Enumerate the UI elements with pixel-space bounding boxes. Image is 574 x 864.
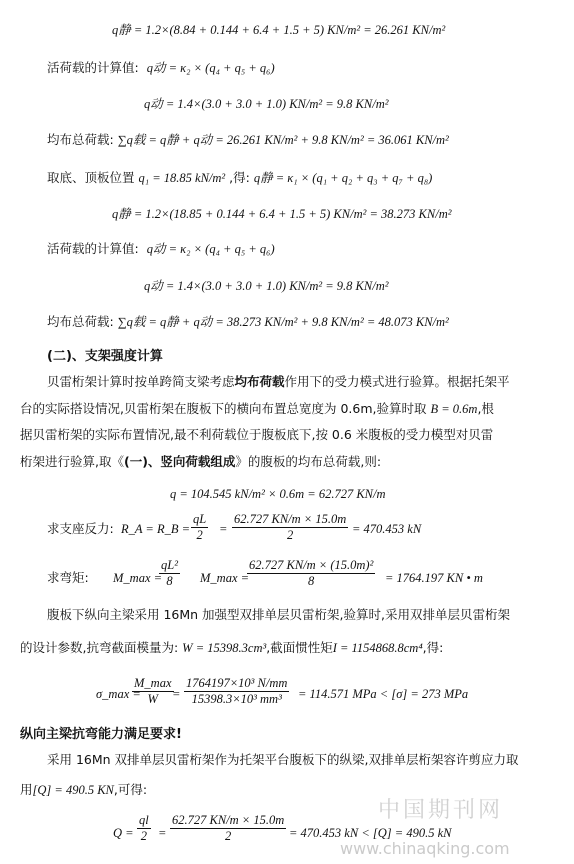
reaction-label: 求支座反力: — [47, 521, 114, 536]
paragraph-line-4-a: 桁架进行验算,取《 — [20, 454, 124, 469]
formula-q-dynamic-2: q动 = 1.4×(3.0 + 3.0 + 1.0) KN/m² = 9.8 KN/m² — [144, 279, 389, 293]
paragraph-line-6-w: W = 15398.3cm³ — [182, 641, 267, 655]
reaction-fraction-2-num: 62.727 KN/m × 15.0m — [234, 512, 347, 526]
total-load-label-2: 均布总荷载: — [47, 314, 114, 329]
paragraph-line-8-a: 用 — [20, 782, 33, 797]
live-load-label-1: 活荷载的计算值: — [47, 60, 139, 75]
moment-fraction-2-num: 62.727 KN/m × (15.0m)² — [249, 558, 374, 572]
live-load-row-1 — [47, 60, 275, 76]
live-load-formula-2: q动 = κ₂ × (q₄ + q₅ + q₆) — [146, 242, 275, 256]
shear-fraction-2-den: 2 — [225, 829, 232, 843]
watermark-title: 中国期刊网 — [378, 798, 504, 823]
stress-fraction-1-num: M_max — [134, 676, 172, 690]
paragraph-line-2-b: ,根 — [477, 401, 494, 416]
paragraph-line-2-eq: B = 0.6m — [430, 402, 478, 416]
paragraph-line-1 — [47, 374, 510, 390]
shear-fraction-1-den: 2 — [140, 829, 147, 843]
paragraph-line-4-bold: (一)、竖向荷载组成 — [123, 454, 236, 469]
formula-q-distributed: q = 104.545 kN/m² × 0.6m = 62.727 KN/m — [170, 487, 386, 501]
paragraph-line-6-b: ,截面惯性矩 — [266, 640, 333, 655]
paragraph-line-6-c: ,得: — [422, 640, 444, 655]
slab-position-mid: ,得: — [229, 170, 250, 185]
paragraph-line-5: 腹板下纵向主梁采用 16Mn 加强型双排单层贝雷桁架,验算时,采用双排单层贝雷桁架 — [47, 607, 511, 622]
slab-position-label: 取底、顶板位置 — [47, 170, 135, 185]
total-load-row-1 — [47, 132, 449, 148]
slab-position-q1: q₁ = 18.85 kN/m² — [138, 171, 226, 185]
paragraph-line-4-c: 》的腹板的均布总荷载,则: — [235, 454, 382, 469]
formula-q-static-1: q静 = 1.2×(8.84 + 0.144 + 6.4 + 1.5 + 5) KN/m² = 26.261 KN/m² — [112, 23, 446, 37]
reaction-fraction-1-den: 2 — [196, 528, 203, 542]
paragraph-line-8-eq: [Q] = 490.5 KN — [32, 783, 114, 797]
live-load-formula-1: q动 = κ₂ × (q₄ + q₅ + q₆) — [146, 61, 275, 75]
total-load-label-1: 均布总荷载: — [47, 132, 114, 147]
reaction-lhs: R_A = R_B = — [121, 522, 191, 536]
shear-fraction-2-num: 62.727 KN/m × 15.0m — [172, 813, 285, 827]
reaction-fraction-1-num: qL — [193, 512, 207, 526]
paragraph-line-8-b: ,可得: — [113, 782, 148, 797]
paragraph-line-2 — [20, 401, 494, 417]
moment-lhs-1: M_max = — [113, 571, 163, 585]
total-load-formula-1: ∑q载 = q静 + q动 = 26.261 KN/m² + 9.8 KN/m² = 36.061 KN/m² — [117, 133, 449, 147]
shear-fraction-2 — [170, 813, 286, 844]
reaction-fraction-2-den: 2 — [287, 528, 294, 542]
reaction-result: = 470.453 kN — [352, 522, 422, 536]
shear-result: = 470.453 kN < [Q] = 490.5 kN — [289, 826, 452, 840]
slab-position-row — [47, 170, 432, 186]
stress-equals: = — [172, 687, 181, 701]
shear-fraction-1 — [137, 813, 151, 844]
moment-fraction-2-den: 8 — [308, 574, 315, 588]
moment-fraction-1-num: qL² — [161, 558, 178, 572]
stress-lhs: σ_max = — [96, 687, 141, 701]
formula-q-dynamic-1: q动 = 1.4×(3.0 + 3.0 + 1.0) KN/m² = 9.8 KN/m² — [144, 97, 389, 111]
conclusion-heading: 纵向主梁抗弯能力满足要求! — [20, 727, 182, 742]
live-load-row-2 — [47, 241, 275, 257]
shear-equals: = — [158, 826, 167, 840]
stress-fraction-1-den: W — [147, 692, 158, 706]
total-load-row-2 — [47, 314, 449, 330]
moment-label: 求弯矩: — [47, 570, 89, 585]
stress-result: = 114.571 MPa < [σ] = 273 MPa — [298, 687, 469, 701]
moment-fraction-1-den: 8 — [166, 574, 173, 588]
reaction-equals: = — [219, 522, 228, 536]
formula-q-static-2: q静 = 1.2×(18.85 + 0.144 + 6.4 + 1.5 + 5) KN/m² = 38.273 KN/m² — [112, 207, 452, 221]
stress-fraction-2-den: 15398.3×10³ mm³ — [191, 692, 282, 706]
paragraph-line-3: 据贝雷桁架的实际布置情况,最不利荷载位于腹板底下,按 0.6 米腹板的受力模型对贝雷 — [20, 427, 494, 442]
paragraph-line-4 — [20, 454, 381, 470]
stress-fraction-1 — [132, 676, 174, 707]
moment-fraction-1 — [159, 558, 180, 589]
paragraph-line-8 — [20, 782, 147, 798]
paragraph-line-6-i: I = 1154868.8cm⁴ — [332, 641, 423, 655]
slab-position-formula: q静 = κ₁ × (q₁ + q₂ + q₃ + q₇ + q₈) — [253, 171, 433, 185]
moment-result: = 1764.197 KN • m — [385, 571, 483, 585]
paragraph-line-1-bold: 均布荷载 — [234, 374, 285, 389]
moment-lhs-2: M_max = — [200, 571, 250, 585]
paragraph-line-6-a: 的设计参数,抗弯截面模量为: — [20, 640, 179, 655]
shear-fraction-1-num: ql — [139, 813, 149, 827]
section-heading-strength: (二)、支架强度计算 — [47, 349, 163, 364]
paragraph-line-1-c: 作用下的受力模式进行验算。根据托架平 — [284, 374, 510, 389]
paragraph-line-7: 采用 16Mn 双排单层贝雷桁架作为托架平台腹板下的纵梁,双排单层桁架容许剪应力取 — [47, 752, 519, 767]
paragraph-line-2-a: 台的实际搭设情况,贝雷桁架在腹板下的横向布置总宽度为 0.6m,验算时取 — [20, 401, 427, 416]
reaction-fraction-2 — [232, 512, 348, 543]
paragraph-line-1-a: 贝雷桁架计算时按单跨简支梁考虑 — [47, 374, 235, 389]
paragraph-line-6 — [20, 640, 443, 656]
reaction-fraction-1 — [191, 512, 208, 543]
moment-fraction-2 — [247, 558, 375, 589]
live-load-label-2: 活荷载的计算值: — [47, 241, 139, 256]
stress-fraction-2-num: 1764197×10³ N/mm — [186, 676, 288, 690]
stress-fraction-2 — [184, 676, 289, 707]
watermark-url: www.chinaqking.com — [340, 839, 510, 858]
shear-lhs: Q = — [113, 826, 134, 840]
total-load-formula-2: ∑q载 = q静 + q动 = 38.273 KN/m² + 9.8 KN/m² = 48.073 KN/m² — [117, 315, 449, 329]
